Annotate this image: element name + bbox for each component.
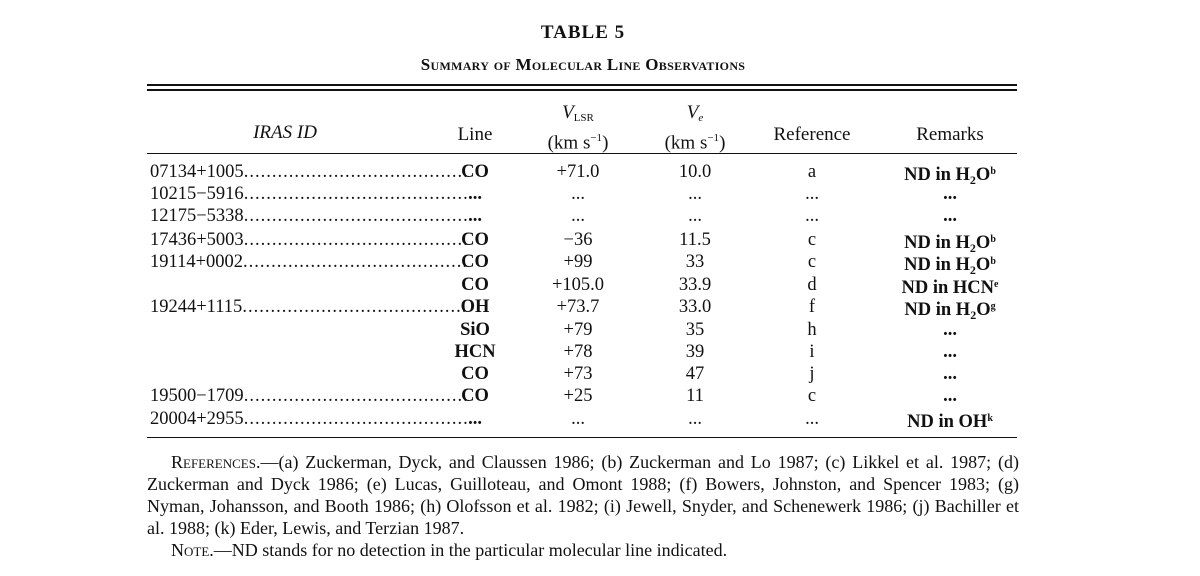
remark-text: ND in H bbox=[904, 300, 971, 320]
cell-vlsr: +71.0 bbox=[556, 162, 600, 182]
cell-remarks bbox=[870, 205, 1030, 227]
cell-iras-id bbox=[150, 385, 469, 407]
header-vlsr-unit: (km s bbox=[547, 132, 591, 154]
cell-line: CO bbox=[461, 275, 489, 295]
leader-dots: ........................................ bbox=[243, 409, 469, 429]
header-ve-close: ) bbox=[719, 132, 726, 154]
cell-vlsr: +99 bbox=[563, 252, 593, 272]
cell-reference: ... bbox=[805, 409, 819, 429]
remark-footnote: b bbox=[990, 166, 996, 177]
header-vlsr bbox=[528, 103, 628, 153]
cell-vlsr: ... bbox=[571, 206, 585, 226]
cell-line: ... bbox=[468, 184, 482, 204]
table-row bbox=[0, 408, 1200, 430]
cell-iras-id bbox=[150, 296, 468, 318]
table-title: Summary of Molecular Line Observations bbox=[420, 55, 746, 74]
remark-subscript: 2 bbox=[969, 263, 976, 277]
remark-subscript: 2 bbox=[969, 173, 976, 187]
table-row bbox=[0, 205, 1200, 227]
header-reference: Reference bbox=[773, 124, 851, 145]
remark-footnote: e bbox=[994, 279, 999, 290]
cell-ve: 35 bbox=[685, 320, 705, 340]
remark-text: ... bbox=[943, 206, 957, 226]
cell-iras-id bbox=[150, 161, 469, 183]
cell-ve: 33.0 bbox=[678, 297, 712, 317]
remark-text: ND in H bbox=[904, 255, 970, 275]
references-text: —(a) Zuckerman, Dyck, and Claussen 1986; (b) Zuckerman and Lo 1987; (c) Likkel et al. 1987; (d) Zuckerman and Dyck 1986; (e) Lucas, Guilloteau, and Omont 1988; (f) Bowers, Johnston, and Spencer 1983; (g) Nyman, Johansson, and Booth 1986; (h) Olofsson et al. 1982; (i) Jewell, Snyder, and Schenewerk 1986; (j) Bachiller et al. 1988; (k) Eder, Lewis, and Terzian 1987. bbox=[147, 452, 1019, 538]
note-label: Note. bbox=[171, 540, 214, 560]
cell-vlsr: +73 bbox=[563, 364, 593, 384]
table-note bbox=[147, 539, 1019, 561]
remark-text: ... bbox=[943, 184, 957, 204]
cell-ve: 33 bbox=[685, 252, 705, 272]
cell-ve: ... bbox=[688, 184, 702, 204]
cell-iras-id bbox=[150, 408, 469, 430]
remark-text: ... bbox=[943, 320, 957, 340]
header-line: Line bbox=[457, 124, 493, 145]
remark-footnote: b bbox=[990, 234, 996, 245]
table-row bbox=[0, 183, 1200, 205]
table-row bbox=[0, 296, 1200, 322]
table-row bbox=[0, 251, 1200, 277]
header-ve-symbol: V bbox=[686, 102, 699, 123]
bottom-rule bbox=[147, 437, 1017, 438]
header-vlsr-close: ) bbox=[602, 132, 609, 154]
references-note bbox=[147, 451, 1019, 539]
cell-reference: f bbox=[808, 297, 816, 317]
cell-remarks bbox=[870, 363, 1030, 385]
remark-text: ND in HCN bbox=[901, 278, 995, 298]
iras-id: 12175−5338 bbox=[150, 206, 244, 226]
cell-reference: ... bbox=[805, 206, 819, 226]
table-number: TABLE 5 bbox=[540, 22, 626, 43]
remark-text-post: O bbox=[976, 300, 991, 320]
cell-reference: ... bbox=[805, 184, 819, 204]
cell-vlsr: ... bbox=[571, 184, 585, 204]
header-vlsr-sub: LSR bbox=[573, 112, 594, 124]
cell-ve: 11.5 bbox=[679, 230, 711, 250]
top-rule bbox=[147, 84, 1017, 86]
cell-line: OH bbox=[460, 297, 490, 317]
cell-ve: 11 bbox=[686, 386, 704, 406]
header-ve-unit: (km s bbox=[664, 132, 708, 154]
leader-dots: ........................................ bbox=[243, 230, 469, 250]
iras-id: 17436+5003 bbox=[150, 230, 244, 250]
remark-subscript: 2 bbox=[969, 241, 976, 255]
table-row bbox=[0, 229, 1200, 255]
cell-iras-id bbox=[150, 251, 468, 273]
header-remarks: Remarks bbox=[916, 124, 984, 145]
cell-vlsr: +79 bbox=[563, 320, 593, 340]
remark-text: ... bbox=[943, 342, 957, 362]
cell-line: ... bbox=[468, 409, 482, 429]
cell-line: CO bbox=[461, 252, 489, 272]
note-text: —ND stands for no detection in the particular molecular line indicated. bbox=[213, 540, 728, 560]
cell-line: HCN bbox=[454, 342, 496, 362]
cell-ve: ... bbox=[688, 409, 702, 429]
cell-reference: c bbox=[807, 252, 817, 272]
table-row bbox=[0, 161, 1200, 187]
header-vlsr-exp: −1 bbox=[590, 132, 603, 144]
leader-dots: ........................................ bbox=[243, 206, 469, 226]
table-row bbox=[0, 274, 1200, 296]
cell-vlsr: +78 bbox=[563, 342, 593, 362]
cell-ve: 10.0 bbox=[678, 162, 712, 182]
cell-reference: a bbox=[807, 162, 817, 182]
table-row bbox=[0, 341, 1200, 363]
table-row bbox=[0, 363, 1200, 385]
references-label: References. bbox=[171, 452, 261, 472]
remark-text: ... bbox=[943, 386, 957, 406]
remark-text: ND in OH bbox=[907, 412, 988, 432]
cell-line: CO bbox=[461, 386, 489, 406]
cell-iras-id bbox=[150, 183, 469, 205]
leader-dots: ........................................ bbox=[243, 386, 469, 406]
leader-dots: ........................................ bbox=[243, 184, 469, 204]
iras-id: 20004+2955 bbox=[150, 409, 244, 429]
table-row bbox=[0, 319, 1200, 341]
cell-ve: 33.9 bbox=[678, 275, 712, 295]
remark-footnote: k bbox=[987, 413, 993, 424]
iras-id: 07134+1005 bbox=[150, 162, 244, 182]
cell-vlsr: ... bbox=[571, 409, 585, 429]
cell-remarks bbox=[870, 183, 1030, 205]
remark-text: ND in H bbox=[904, 233, 970, 253]
cell-iras-id bbox=[150, 205, 469, 227]
header-iras-id: IRAS ID bbox=[253, 122, 317, 143]
remark-footnote: b bbox=[990, 256, 996, 267]
remark-subscript: 2 bbox=[970, 308, 977, 322]
cell-reference: c bbox=[807, 386, 817, 406]
cell-reference: j bbox=[809, 364, 815, 384]
cell-line: CO bbox=[461, 230, 489, 250]
cell-remarks bbox=[870, 341, 1030, 363]
leader-dots: ........................................ bbox=[243, 252, 468, 272]
cell-remarks bbox=[870, 408, 1030, 433]
header-vlsr-symbol: V bbox=[562, 102, 574, 123]
cell-reference: h bbox=[807, 320, 817, 340]
cell-ve: 39 bbox=[685, 342, 705, 362]
cell-reference: i bbox=[809, 342, 815, 362]
header-ve-sub: e bbox=[698, 112, 704, 124]
cell-ve: 47 bbox=[685, 364, 705, 384]
iras-id: 19114+0002 bbox=[150, 252, 243, 272]
cell-line: CO bbox=[461, 162, 489, 182]
iras-id: 10215−5916 bbox=[150, 184, 244, 204]
header-rule bbox=[147, 153, 1017, 154]
leader-dots: ........................................ bbox=[242, 297, 468, 317]
leader-dots: ........................................ bbox=[243, 162, 469, 182]
cell-remarks bbox=[870, 385, 1030, 407]
remark-text: ... bbox=[943, 364, 957, 384]
remark-text-post: O bbox=[975, 255, 991, 275]
top-rule-second bbox=[147, 89, 1017, 91]
cell-iras-id bbox=[150, 229, 469, 251]
remark-text-post: O bbox=[975, 233, 991, 253]
cell-vlsr: −36 bbox=[563, 230, 593, 250]
cell-ve: ... bbox=[688, 206, 702, 226]
cell-line: ... bbox=[468, 206, 482, 226]
header-ve-exp: −1 bbox=[707, 132, 720, 144]
cell-reference: d bbox=[807, 275, 817, 295]
table-row bbox=[0, 385, 1200, 407]
cell-line: CO bbox=[461, 364, 489, 384]
iras-id: 19500−1709 bbox=[150, 386, 244, 406]
remark-text-post: O bbox=[975, 165, 991, 185]
remark-text: ND in H bbox=[904, 165, 970, 185]
iras-id: 19244+1115 bbox=[150, 297, 243, 317]
remark-footnote: g bbox=[990, 301, 996, 312]
cell-reference: c bbox=[807, 230, 817, 250]
cell-vlsr: +105.0 bbox=[551, 275, 605, 295]
cell-vlsr: +73.7 bbox=[556, 297, 600, 317]
cell-remarks bbox=[870, 319, 1030, 341]
cell-vlsr: +25 bbox=[563, 386, 593, 406]
header-ve bbox=[645, 103, 745, 153]
cell-line: SiO bbox=[460, 320, 490, 340]
